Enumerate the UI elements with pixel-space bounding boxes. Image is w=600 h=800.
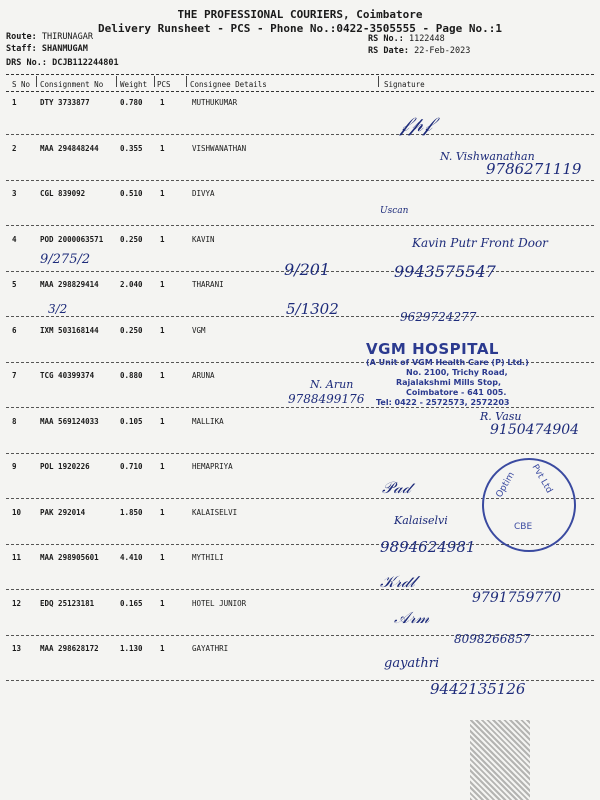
consignee-name: HOTEL JUNIOR [192,598,247,608]
drs-value: DCJB112244801 [52,58,119,68]
handwritten-name: N. Vishwanathan [440,150,535,163]
handwritten-note: Kavin Putr Front Door [412,236,548,250]
stamp-line: Tel: 0422 - 2572573, 2572203 [376,398,510,407]
consignment-number: POD 2000063571 [40,234,104,244]
row-sno: 1 [12,98,17,107]
rs-date-label: RS Date: [368,46,409,56]
row-sno: 7 [12,371,17,380]
signature-scrawl: 𝒜𝓇𝓂 [394,608,430,627]
row-weight: 0.355 [120,143,143,153]
handwritten-phone: 9791759770 [472,590,562,606]
consignment-number: MAA 294848244 [40,143,99,153]
scan-artifact [470,720,530,800]
row-sno: 9 [12,462,17,471]
handwritten-phone: 9629724277 [400,310,477,324]
row-weight: 1.130 [120,644,143,653]
signature-scrawl: 𝒫𝒶𝒹 [382,478,411,497]
consignee-name: KALAISELVI [192,507,238,517]
consignee-name: ARUNA [192,371,215,380]
route-line [6,32,93,42]
signature-scrawl: 𝒦𝓇𝒹𝓁 [380,572,415,591]
handwritten-phone: 9894624981 [380,538,476,556]
row-pcs: 1 [160,462,165,471]
staff-value: SHANMUGAM [41,44,88,54]
row-sno: 2 [12,143,17,153]
row-pcs: 1 [160,371,165,380]
row-weight: 0.710 [120,462,143,471]
consignment-number: CGL 839092 [40,189,86,198]
consignee-name: MYTHILI [192,553,224,562]
col-divider [36,76,37,87]
consignment-number: DTY 3733877 [40,98,90,107]
consignment-number: IXM 503168144 [40,325,99,335]
consignee-name: MALLIKA [192,416,224,426]
route-label: Route: [6,32,37,42]
handwritten-address: 3/2 [48,302,68,316]
rs-no-line [368,34,445,44]
handwritten-name: N. Arun [310,378,354,391]
consignee-name: GAYATHRI [192,644,229,653]
col-divider [186,76,187,87]
col-divider [154,76,155,87]
consignment-number: MAA 298829414 [40,280,99,289]
col-consignee-header: Consignee Details [190,80,267,89]
row-sno: 8 [12,416,17,426]
stamp-line: Rajalakshmi Mills Stop, [396,378,502,387]
staff-line [6,44,88,54]
row-sno: 13 [12,644,22,653]
row-pcs: 1 [160,416,165,426]
company-title: THE PROFESSIONAL COURIERS, Coimbatore [177,8,423,21]
stamp-line: (A Unit of VGM Health Care (P) Ltd.) [366,358,529,367]
col-divider [378,76,379,87]
round-stamp-text: Optim [494,470,518,500]
rs-date-value: 22-Feb-2023 [414,46,471,56]
col-signature-header: Signature [384,80,425,89]
consignee-name: HEMAPRIYA [192,462,233,471]
row-separator [6,134,594,135]
row-separator [6,225,594,226]
header-top-rule [6,74,594,75]
stamp-line: Coimbatore - 641 005. [406,388,507,397]
handwritten-address: 9/275/2 [40,252,91,267]
row-pcs: 1 [160,280,165,289]
row-weight: 0.165 [120,598,143,608]
drs-line [6,58,119,68]
row-sno: 3 [12,189,17,198]
handwritten-name: gayathri [384,656,440,671]
row-pcs: 1 [160,234,165,244]
row-weight: 0.250 [120,325,143,335]
row-weight: 0.250 [120,234,143,244]
rs-date-line [368,46,470,56]
rs-no-value: 1122448 [408,34,445,44]
row-weight: 1.850 [120,507,143,517]
row-separator [6,453,594,454]
round-stamp-text: Pvt Ltd [529,462,554,496]
consignment-number: POL 1920226 [40,462,90,471]
handwritten-phone: 9943575547 [394,262,496,281]
row-pcs: 1 [160,553,165,562]
consignment-number: MAA 298905601 [40,553,99,562]
row-sno: 4 [12,234,17,244]
consignment-number: TCG 40399374 [40,371,95,380]
consignee-name: VISHWANATHAN [192,143,247,153]
staff-label: Staff: [6,44,37,54]
handwritten-address: 5/1302 [286,300,339,318]
runsheet-subtitle: Delivery Runsheet - PCS - Phone No.:0422-3505555 - Page No.:1 [98,22,502,35]
col-consignment-header: Consignment No [40,80,104,89]
row-pcs: 1 [160,143,165,153]
signature-scrawl: 𝒻𝓅𝒻 [400,112,433,136]
handwritten-phone: 9786271119 [486,160,582,178]
row-pcs: 1 [160,598,165,608]
consignment-number: PAK 292014 [40,507,86,517]
row-weight: 2.040 [120,280,143,289]
row-sno: 12 [12,598,22,608]
col-divider [116,76,117,87]
route-value: THIRUNAGAR [41,32,94,42]
row-weight: 0.105 [120,416,143,426]
header-bottom-rule [6,91,594,92]
consignee-name: DIVYA [192,189,215,198]
consignee-name: KAVIN [192,234,215,244]
stamp-line: No. 2100, Trichy Road, [406,368,508,377]
handwritten-note: Uscan [380,206,409,216]
row-pcs: 1 [160,325,165,335]
row-separator [6,180,594,181]
company-round-stamp [482,458,576,552]
col-pcs-header: PCS [157,80,171,89]
rs-no-label: RS No.: [368,34,404,44]
handwritten-phone: 8098266857 [454,632,531,646]
row-sno: 6 [12,325,17,335]
row-pcs: 1 [160,507,165,517]
consignee-name: MUTHUKUMAR [192,98,238,107]
handwritten-name: R. Vasu [480,410,522,423]
row-weight: 4.410 [120,553,143,562]
consignment-number: MAA 569124033 [40,416,99,426]
row-sno: 10 [12,507,22,517]
handwritten-phone: 9442135126 [430,680,526,698]
row-pcs: 1 [160,98,165,107]
stamp-name: VGM HOSPITAL [366,340,499,358]
vgm-hospital-stamp [366,340,536,408]
consignment-number: MAA 298628172 [40,644,99,653]
consignee-name: THARANI [192,280,224,289]
handwritten-phone: 9150474904 [490,422,580,438]
row-sno: 5 [12,280,17,289]
consignee-name: VGM [192,325,206,335]
consignment-number: EDQ 25123181 [40,598,95,608]
row-weight: 0.880 [120,371,143,380]
col-weight-header: Weight [120,80,148,89]
row-weight: 0.780 [120,98,143,107]
handwritten-name: Kalaiselvi [394,514,448,527]
col-sno-header: S No [12,80,31,89]
row-pcs: 1 [160,189,165,198]
row-pcs: 1 [160,644,165,653]
drs-label: DRS No.: [6,58,47,68]
row-sno: 11 [12,553,22,562]
row-weight: 0.510 [120,189,143,198]
round-stamp-text: CBE [514,522,533,532]
handwritten-phone: 9788499176 [288,392,365,406]
handwritten-address: 9/201 [284,260,331,279]
